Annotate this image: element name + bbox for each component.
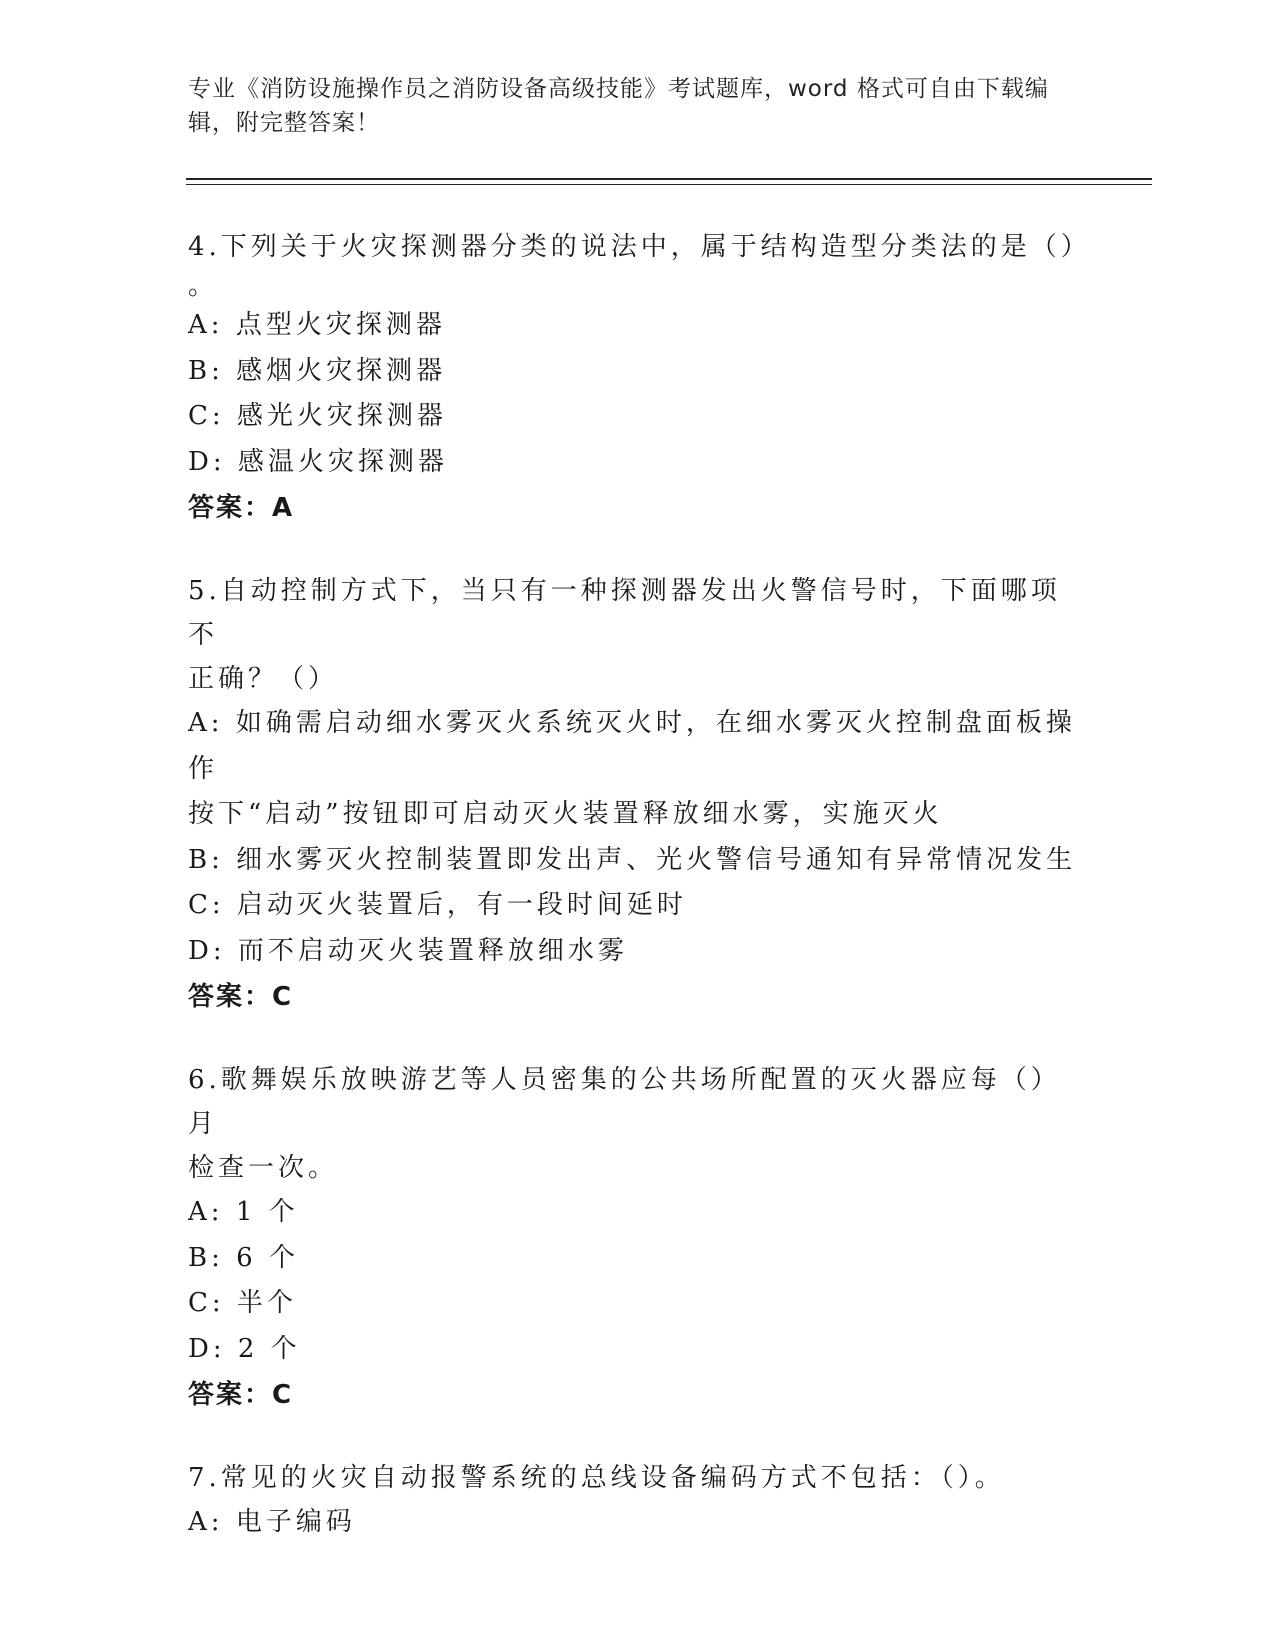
option-letter: B: (188, 1242, 224, 1273)
option-letter: A: (188, 1197, 224, 1227)
option-text: 如确需启动细水雾灭火系统灭火时，在细水雾灭火控制盘面板操作 (188, 708, 1076, 784)
option-d (188, 440, 1088, 486)
option-letter: C: (188, 890, 225, 920)
question-4 (188, 225, 1091, 531)
question-stem-line: 检查一次。 (188, 1153, 339, 1183)
question-stem-line: 。 (188, 271, 219, 301)
header-line-1: 专业《消防设施操作员之消防设备高级技能》考试题库，word 格式可自由下载编 (188, 76, 1049, 102)
header-divider-thick (186, 178, 1152, 180)
option-text: 而不启动灭火装置释放细水雾 (237, 935, 628, 966)
option-letter: C: (188, 1288, 225, 1318)
option-text: 电子编码 (235, 1507, 356, 1537)
option-letter: D: (188, 1333, 226, 1364)
question-6 (188, 1058, 1088, 1418)
option-b (188, 1236, 1088, 1282)
option-a (188, 701, 1088, 792)
option-letter: D: (188, 446, 226, 477)
question-stem-line: 正确？（） (188, 664, 339, 694)
option-letter: A: (188, 310, 224, 340)
option-letter: A: (188, 1507, 224, 1537)
question-stem-line: 5.自动控制方式下，当只有一种探测器发出火警信号时，下面哪项不 (188, 576, 1061, 650)
option-letter: B: (188, 355, 224, 386)
document-header (188, 72, 1088, 140)
option-b (188, 838, 1088, 884)
option-text: 6 个 (236, 1242, 299, 1273)
question-5 (188, 569, 1088, 1020)
answer-label: 答案：A (188, 493, 295, 523)
option-text: 细水雾灭火控制装置即发出声、光火警信号通知有异常情况发生 (236, 844, 1077, 875)
option-c (188, 394, 1088, 440)
option-text: 半个 (236, 1288, 297, 1318)
option-a (188, 1190, 1088, 1236)
option-letter: C: (188, 401, 225, 431)
header-divider-thin (186, 184, 1152, 185)
option-letter: B: (188, 844, 224, 875)
question-stem-line: 4.下列关于火灾探测器分类的说法中，属于结构造型分类法的是（） (188, 232, 1091, 262)
option-a (188, 303, 1088, 349)
option-c (188, 1281, 1088, 1327)
option-c (188, 883, 1088, 929)
option-text: 2 个 (237, 1333, 301, 1364)
option-letter: D: (188, 935, 226, 966)
option-text: 感光火灾探测器 (236, 401, 447, 431)
option-text: 感烟火灾探测器 (236, 355, 447, 386)
option-a-continued: 按下“启动”按钮即可启动灭火装置释放细水雾，实施灭火 (188, 799, 943, 829)
option-b (188, 349, 1088, 395)
answer-label: 答案：C (188, 1380, 294, 1410)
option-a (188, 1500, 1088, 1546)
question-7 (188, 1456, 1088, 1546)
option-text: 感温火灾探测器 (237, 446, 448, 477)
option-text: 点型火灾探测器 (235, 310, 446, 340)
option-d (188, 1327, 1088, 1373)
question-stem-line: 6.歌舞娱乐放映游艺等人员密集的公共场所配置的灭火器应每（）月 (188, 1065, 1061, 1139)
header-line-2: 辑，附完整答案！ (188, 110, 380, 136)
option-d (188, 929, 1088, 975)
option-text: 启动灭火装置后，有一段时间延时 (236, 890, 687, 920)
answer-label: 答案：C (188, 982, 294, 1012)
question-stem-line: 7.常见的火灾自动报警系统的总线设备编码方式不包括：（）。 (188, 1463, 1005, 1493)
option-letter: A: (188, 708, 224, 738)
option-text: 1 个 (235, 1197, 299, 1227)
question-list (188, 225, 1091, 1576)
